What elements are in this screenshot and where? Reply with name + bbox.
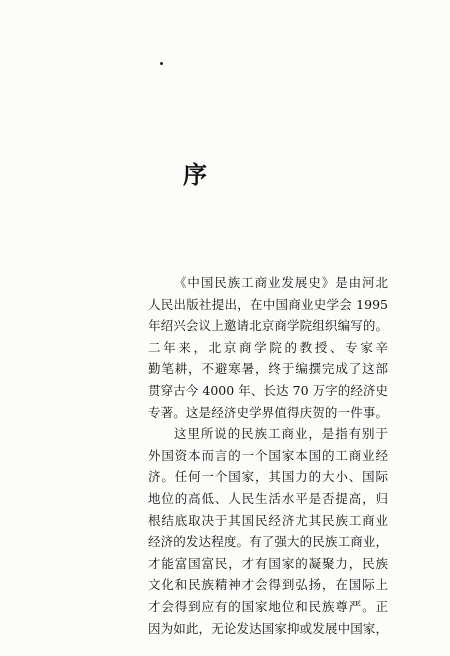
body-text bbox=[148, 272, 388, 639]
text-line: 因为如此，无论发达国家抑或发展中国家， bbox=[148, 620, 388, 636]
scan-speck bbox=[160, 62, 163, 65]
text-line: 人民出版社提出，在中国商业史学会 1995 bbox=[148, 296, 388, 312]
text-line: 这里所说的民族工商业，是指有别于 bbox=[174, 426, 388, 442]
text-line: 二年来，北京商学院的教授、专家辛 bbox=[148, 339, 388, 355]
text-line: 济。任何一个国家，其国力的大小、国际 bbox=[148, 469, 388, 485]
text-line: 年绍兴会议上邀请北京商学院组织编写的。 bbox=[148, 318, 388, 334]
text-line: 地位的高低、人民生活水平是否提高，归 bbox=[148, 490, 388, 506]
page-title: 序 bbox=[183, 160, 209, 189]
text-line: 才会得到应有的国家地位和民族尊严。正 bbox=[148, 598, 388, 614]
text-line: 文化和民族精神才会得到弘扬，在国际上 bbox=[148, 577, 388, 593]
text-line: 专著。这是经济史学界值得庆贺的一件事。 bbox=[148, 404, 388, 420]
text-line: 贯穿古今 4000 年、长达 70 万字的经济史 bbox=[148, 382, 388, 398]
text-line: 勤笔耕，不避寒暑，终于编撰完成了这部 bbox=[148, 361, 388, 377]
text-line: 《中国民族工商业发展史》是由河北 bbox=[174, 275, 388, 290]
text-line: 根结底取决于其国民经济尤其民族工商业 bbox=[148, 512, 388, 528]
text-line: 经济的发达程度。有了强大的民族工商业， bbox=[148, 534, 388, 550]
text-line: 才能富国富民，才有国家的凝聚力，民族 bbox=[148, 555, 388, 571]
text-line: 外国资本而言的一个国家本国的工商业经 bbox=[148, 447, 388, 463]
